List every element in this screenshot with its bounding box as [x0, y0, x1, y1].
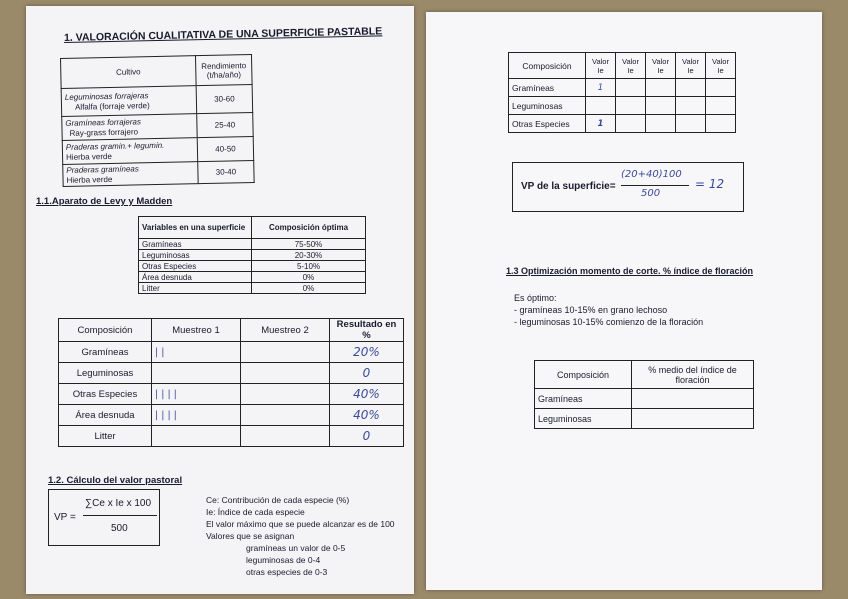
- vp-calc-title: 1.2. Cálculo del valor pastoral: [48, 475, 183, 486]
- ie-cell: [676, 97, 706, 115]
- vp-result-value: = 12: [695, 177, 725, 191]
- col-composicion-optima: Composición óptima: [252, 217, 366, 239]
- col-valor-ie: Valor Ie: [646, 53, 676, 79]
- ie-value: 1: [586, 115, 616, 133]
- opt-row-value: 5-10%: [252, 261, 366, 272]
- ie-cell: [706, 115, 736, 133]
- flowering-table: [534, 360, 754, 429]
- levy-madden-title: 1.1.Aparato de Levy y Madden: [36, 196, 173, 207]
- yield-row-crop: Praderas gramin.+ legumin. Hierba verde: [62, 138, 197, 165]
- sample-m1: [152, 426, 241, 447]
- note-indent: otras especies de 0-3: [246, 567, 328, 577]
- col-cultivo: Cultivo: [61, 56, 197, 89]
- yield-row-value: 30-60: [196, 84, 253, 113]
- opt-row-value: 0%: [252, 283, 366, 294]
- opt-row-label: Otras Especies: [139, 261, 252, 272]
- col-muestreo-2: Muestreo 2: [241, 319, 330, 342]
- col-composicion: Composición: [59, 319, 152, 342]
- col-indice-floracion: % medio del índice de floración: [632, 361, 754, 389]
- vp-notes: [206, 494, 395, 578]
- sample-row-label: Área desnuda: [59, 405, 152, 426]
- yield-row-crop: Gramíneas forrajeras Ray-grass forrajero: [62, 114, 197, 141]
- ie-row-label: Otras Especies: [509, 115, 586, 133]
- vp-formula-box: [48, 489, 160, 546]
- opt-row-value: 20-30%: [252, 250, 366, 261]
- vp-result-denominator: 500: [641, 188, 661, 199]
- ie-cell: [616, 79, 646, 97]
- ie-cell: [676, 115, 706, 133]
- col-valor-ie: Valor Ie: [616, 53, 646, 79]
- col-rendimiento: Rendimiento (t/ha/año): [195, 54, 252, 85]
- opt-row-label: Gramíneas: [139, 239, 252, 250]
- note-indent: gramíneas un valor de 0-5: [246, 543, 346, 553]
- yield-row-value: 30-40: [198, 160, 254, 183]
- optimization-title: 1.3 Optimización momento de corte. % índice de floración: [506, 266, 754, 276]
- right-page: [426, 12, 822, 590]
- sample-m1: | | | |: [152, 384, 241, 405]
- sample-m2: [241, 384, 330, 405]
- vp-result-label: VP de la superficie=: [521, 181, 616, 192]
- col-composicion: Composición: [509, 53, 586, 79]
- vp-formula-bar: [83, 515, 157, 516]
- vp-result-box: [512, 162, 744, 212]
- sample-result: 40%: [330, 384, 404, 405]
- sampling-table: [58, 318, 404, 447]
- ie-row-label: Gramíneas: [509, 79, 586, 97]
- ie-value: [586, 97, 616, 115]
- ie-value: 1: [586, 79, 616, 97]
- yield-row-value: 40-50: [197, 136, 253, 161]
- sample-row-label: Litter: [59, 426, 152, 447]
- vp-formula-numerator: ∑Ce x Ie x 100: [85, 498, 152, 509]
- col-resultado: Resultado en %: [330, 319, 404, 342]
- sample-result: 40%: [330, 405, 404, 426]
- left-page: [26, 6, 414, 594]
- ie-cell: [616, 97, 646, 115]
- optimization-text: [514, 292, 703, 328]
- opt-line: - gramíneas 10-15% en grano lechoso: [514, 305, 668, 315]
- col-valor-ie: Valor Ie: [586, 53, 616, 79]
- yield-row-crop: Praderas gramíneas Hierba verde: [63, 162, 198, 187]
- opt-row-value: 75-50%: [252, 239, 366, 250]
- opt-line: Es óptimo:: [514, 293, 557, 303]
- sample-result: 20%: [330, 342, 404, 363]
- opt-row-label: Leguminosas: [139, 250, 252, 261]
- sample-row-label: Otras Especies: [59, 384, 152, 405]
- ie-cell: [646, 97, 676, 115]
- sample-m2: [241, 342, 330, 363]
- col-valor-ie: Valor Ie: [676, 53, 706, 79]
- note-line: Ce: Contribución de cada especie (%): [206, 495, 350, 505]
- note-indent: leguminosas de 0-4: [246, 555, 321, 565]
- col-variables: Variables en una superficie: [139, 217, 252, 239]
- sample-m2: [241, 426, 330, 447]
- sample-result: 0: [330, 363, 404, 384]
- ie-row-label: Leguminosas: [509, 97, 586, 115]
- note-line: Ie: Índice de cada especie: [206, 507, 305, 517]
- optimal-composition-table: [138, 216, 366, 294]
- vp-formula-denominator: 500: [111, 523, 128, 534]
- vp-result-bar: [621, 185, 689, 186]
- opt-row-label: Litter: [139, 283, 252, 294]
- ie-value-table: [508, 52, 736, 133]
- flor-value: [632, 409, 754, 429]
- opt-row-label: Área desnuda: [139, 272, 252, 283]
- sample-m1: | | | |: [152, 405, 241, 426]
- sample-m2: [241, 405, 330, 426]
- vp-result-numerator: (20+40)100: [621, 169, 682, 180]
- ie-cell: [616, 115, 646, 133]
- yield-table: [60, 54, 255, 187]
- col-muestreo-1: Muestreo 1: [152, 319, 241, 342]
- sample-result: 0: [330, 426, 404, 447]
- vp-formula-lhs: VP =: [54, 512, 76, 523]
- flor-value: [632, 389, 754, 409]
- col-valor-ie: Valor Ie: [706, 53, 736, 79]
- note-line: El valor máximo que se puede alcanzar es de 100: [206, 519, 395, 529]
- yield-row-crop: Leguminosas forrajeras Alfalfa (forraje verde): [61, 86, 197, 117]
- sample-m2: [241, 363, 330, 384]
- yield-row-value: 25-40: [197, 112, 253, 137]
- sample-m1: | |: [152, 342, 241, 363]
- ie-cell: [646, 115, 676, 133]
- opt-row-value: 0%: [252, 272, 366, 283]
- flor-row-label: Gramíneas: [535, 389, 632, 409]
- sample-m1: [152, 363, 241, 384]
- sample-row-label: Leguminosas: [59, 363, 152, 384]
- flor-row-label: Leguminosas: [535, 409, 632, 429]
- sample-row-label: Gramíneas: [59, 342, 152, 363]
- note-line: Valores que se asignan: [206, 531, 295, 541]
- ie-cell: [706, 79, 736, 97]
- opt-line: - leguminosas 10-15% comienzo de la floración: [514, 317, 704, 327]
- ie-cell: [706, 97, 736, 115]
- col-composicion: Composición: [535, 361, 632, 389]
- section-title: 1. VALORACIÓN CUALITATIVA DE UNA SUPERFICIE PASTABLE: [63, 25, 383, 44]
- ie-cell: [676, 79, 706, 97]
- ie-cell: [646, 79, 676, 97]
